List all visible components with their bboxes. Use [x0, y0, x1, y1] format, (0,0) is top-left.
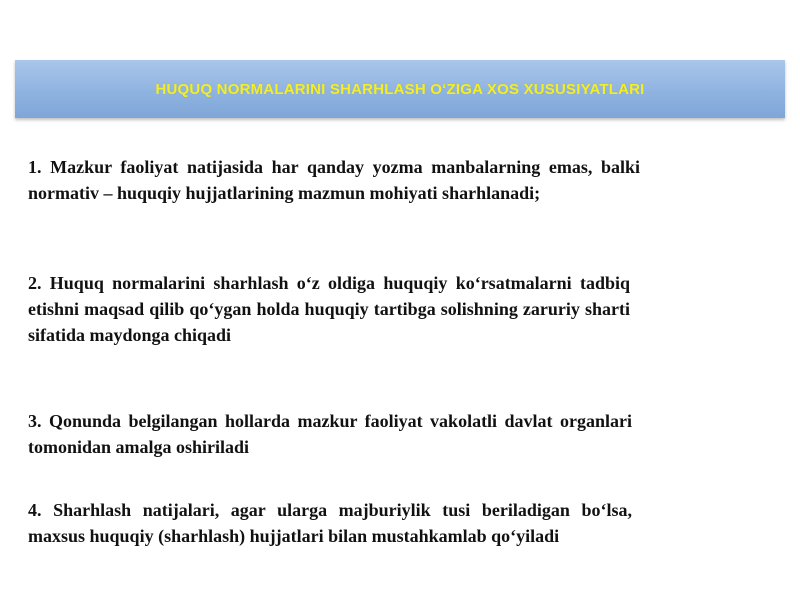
list-item-4: 4. Sharhlash natijalari, agar ularga majburiylik tusi beriladigan bo‘lsa, maxsus huquqiy (sharhlash) hujjatlari bilan mustahkamlab qo‘yiladi: [28, 500, 632, 546]
slide-title: HUQUQ NORMALARINI SHARHLASH O‘ZIGA XOS XUSUSIYATLARI: [155, 80, 645, 98]
list-item-3: 3. Qonunda belgilangan hollarda mazkur faoliyat vakolatli davlat organlari tomonidan amalga oshiriladi: [28, 411, 632, 457]
list-item-1: 1. Mazkur faoliyat natijasida har qanday yozma manbalarning emas, balki normativ – huquqiy hujjatlarining mazmun mohiyati sharhlanadi;: [28, 157, 640, 203]
title-banner: [15, 60, 785, 118]
list-item-2: 2. Huquq normalarini sharhlash o‘z oldiga huquqiy ko‘rsatmalarni tadbiq etishni maqsad qilib qo‘ygan holda huquqiy tartibga solishning zaruriy sharti sifatida maydonga chiqadi: [28, 273, 630, 345]
